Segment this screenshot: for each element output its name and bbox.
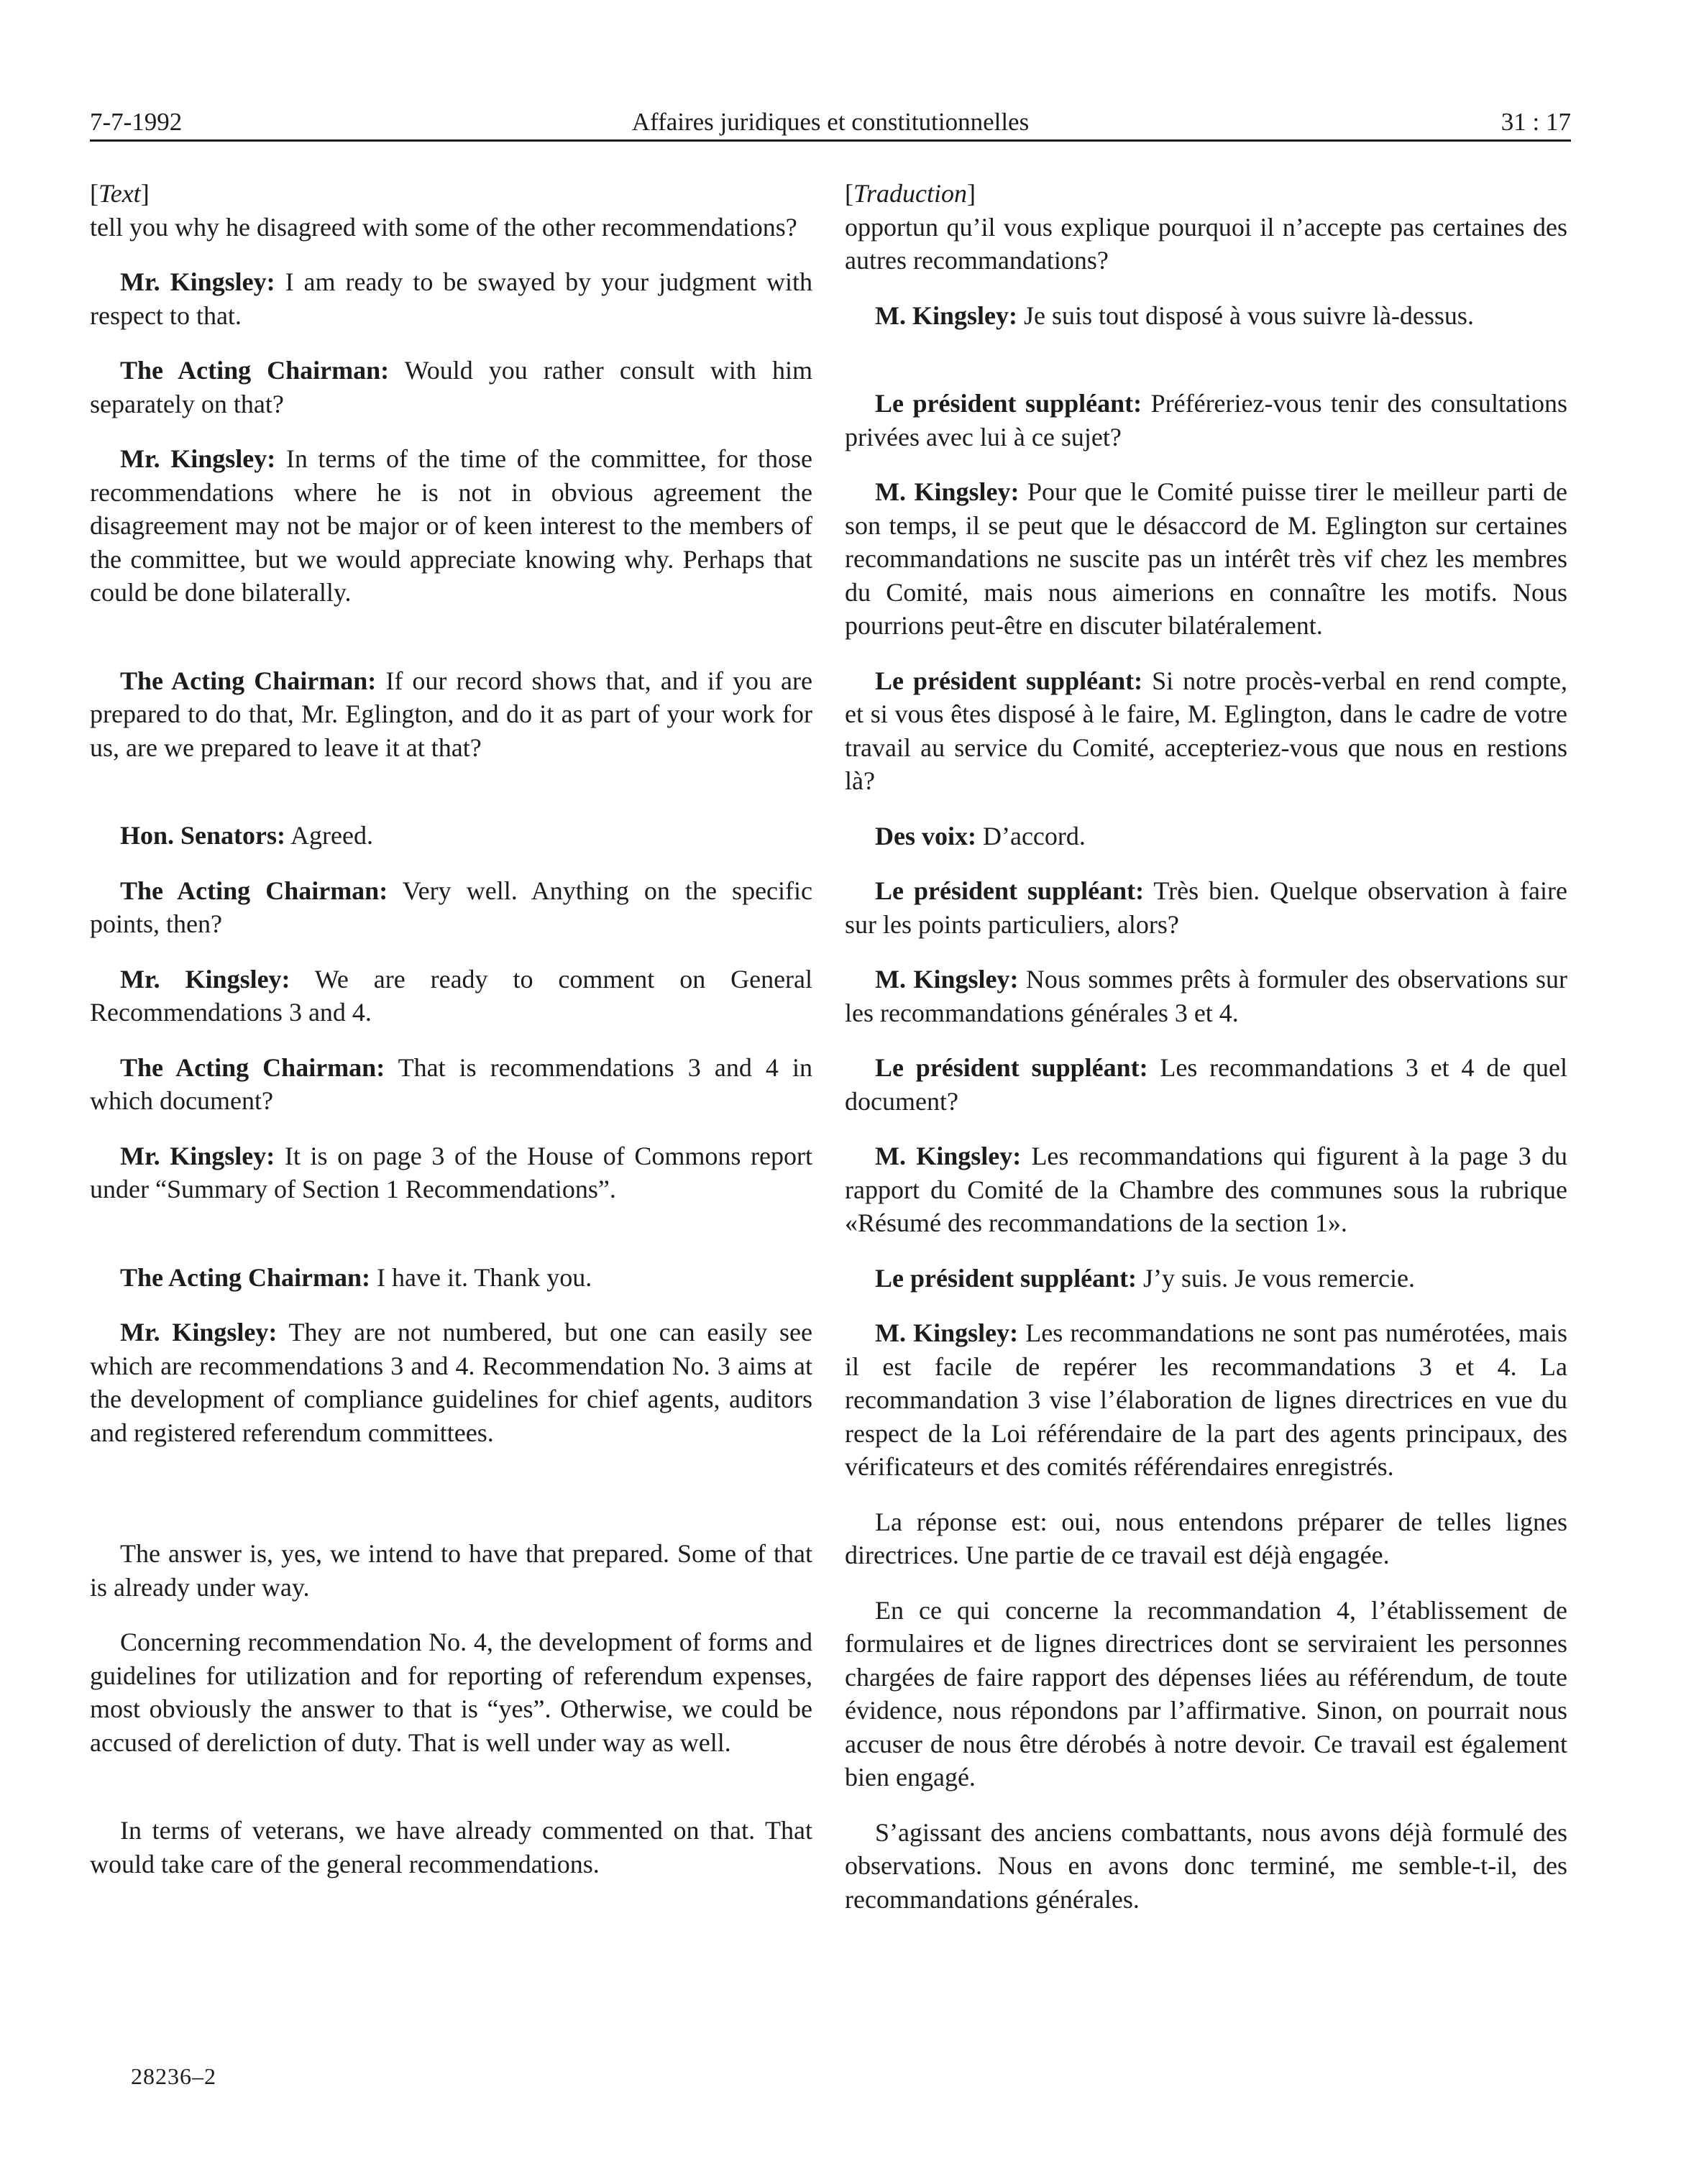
- paragraph: opportun qu’il vous explique pourquoi il n’accepte pas certaines des autres recommandations?: [845, 212, 1567, 275]
- paragraph: The Acting Chairman: Would you rather consult with him separately on that?: [90, 356, 812, 418]
- footer-code: 28236–2: [131, 2063, 216, 2089]
- paragraph: Le président suppléant: Les recommandations 3 et 4 de quel document?: [845, 1053, 1567, 1116]
- paragraph: Mr. Kingsley: We are ready to comment on General Recommendations 3 and 4.: [90, 964, 813, 1027]
- header-date: 7-7-1992: [90, 108, 183, 136]
- header-title: Affaires juridiques et constitutionnelles: [631, 108, 1030, 136]
- paragraph: M. Kingsley: Je suis tout disposé à vous suivre là-dessus.: [875, 300, 1474, 330]
- header-page-number: 31 : 17: [1501, 108, 1571, 136]
- french-column: [845, 177, 1567, 1916]
- paragraph: Le président suppléant: Préféreriez-vous tenir des consultations privées avec lui à ce sujet?: [845, 389, 1567, 451]
- text-marker: [Text]: [90, 179, 150, 208]
- paragraph: En ce qui concerne la recommandation 4, l’établissement de formulaires et de lignes directrices dont se serviraient les personnes chargées de faire rapport des dépenses liées au référendum, de toute évidence, nous répondons par l’affirmative. Sinon, on pourrait nous accuser de nous être dérobés à notre devoir. Ce travail est également bien engagé.: [845, 1595, 1567, 1791]
- paragraph: Mr. Kingsley: In terms of the time of the committee, for those recommendations where he is not in obvious agreement the disagreement may not be major or of keen interest to the members of the committee, but we would appreciate knowing why. Perhaps that could be done bilaterally.: [90, 444, 812, 607]
- paragraph: The Acting Chairman: If our record shows that, and if you are prepared to do that, Mr. Eglington, and do it as part of your work for us, are we prepared to leave it at that?: [90, 666, 813, 762]
- paragraph: Hon. Senators: Agreed.: [120, 821, 373, 850]
- paragraph: M. Kingsley: Nous sommes prêts à formuler des observations sur les recommandations générales 3 et 4.: [845, 965, 1568, 1027]
- paragraph: M. Kingsley: Pour que le Comité puisse tirer le meilleur parti de son temps, il se peut que le désaccord de M. Eglington sur certaines recommandations ne suscite pas un intérêt très vif chez les membres du Comité, mais nous aimerions en connaître les motifs. Nous pourrions peut-être en discuter bilatéralement.: [845, 477, 1568, 640]
- traduction-marker: [Traduction]: [845, 179, 976, 208]
- paragraph: Concerning recommendation No. 4, the development of forms and guidelines for utilization and for reporting of referendum expenses, most obviously the answer to that is “yes”. Otherwise, we could be accused of dereliction of duty. That is well under way as well.: [90, 1628, 812, 1757]
- running-header: [90, 102, 1571, 142]
- paragraph: M. Kingsley: Les recommandations qui figurent à la page 3 du rapport du Comité de la Chambre des communes sous la rubrique «Résumé des recommandations de la section 1».: [845, 1142, 1568, 1237]
- paragraph: Le président suppléant: Si notre procès-verbal en rend compte, et si vous êtes disposé à le faire, M. Eglington, dans le cadre de votre travail au service du Comité, accepteriez-vous que nous en restions là?: [845, 666, 1567, 795]
- paragraph: tell you why he disagreed with some of the other recommendations?: [90, 212, 797, 242]
- paragraph: Le président suppléant: Très bien. Quelque observation à faire sur les points particuliers, alors?: [845, 876, 1567, 939]
- paragraph: The Acting Chairman: I have it. Thank you.: [120, 1262, 592, 1292]
- paragraph: La réponse est: oui, nous entendons préparer de telles lignes directrices. Une partie de ce travail est déjà engagée.: [845, 1507, 1567, 1569]
- paragraph: In terms of veterans, we have already commented on that. That would take care of the general recommendations.: [90, 1816, 812, 1878]
- english-column: [90, 177, 812, 1881]
- paragraph: The Acting Chairman: Very well. Anything on the specific points, then?: [90, 876, 812, 938]
- paragraph: M. Kingsley: Les recommandations ne sont pas numérotées, mais il est facile de repérer les recommandations 3 et 4. La recommandation 3 vise l’élaboration de lignes directrices en vue du respect de la Loi référendaire de la part des agents principaux, des vérificateurs et des comités référendaires enregistrés.: [845, 1318, 1567, 1481]
- paragraph: Des voix: D’accord.: [875, 821, 1086, 850]
- paragraph: Mr. Kingsley: It is on page 3 of the House of Commons report under “Summary of Section 1 Recommendations”.: [90, 1141, 812, 1203]
- paragraph: The answer is, yes, we intend to have that prepared. Some of that is already under way.: [90, 1539, 812, 1602]
- paragraph: S’agissant des anciens combattants, nous avons déjà formulé des observations. Nous en avons donc terminé, me semble-t-il, des recommandations générales.: [845, 1817, 1567, 1914]
- paragraph: Le président suppléant: J’y suis. Je vous remercie.: [875, 1263, 1415, 1293]
- paragraph: Mr. Kingsley: They are not numbered, but one can easily see which are recommendations 3 and 4. Recommendation No. 3 aims at the development of compliance guidelines for chief agents, auditors and registered referendum committees.: [90, 1318, 813, 1447]
- paragraph: Mr. Kingsley: I am ready to be swayed by your judgment with respect to that.: [90, 267, 813, 330]
- paragraph: The Acting Chairman: That is recommendations 3 and 4 in which document?: [90, 1052, 813, 1115]
